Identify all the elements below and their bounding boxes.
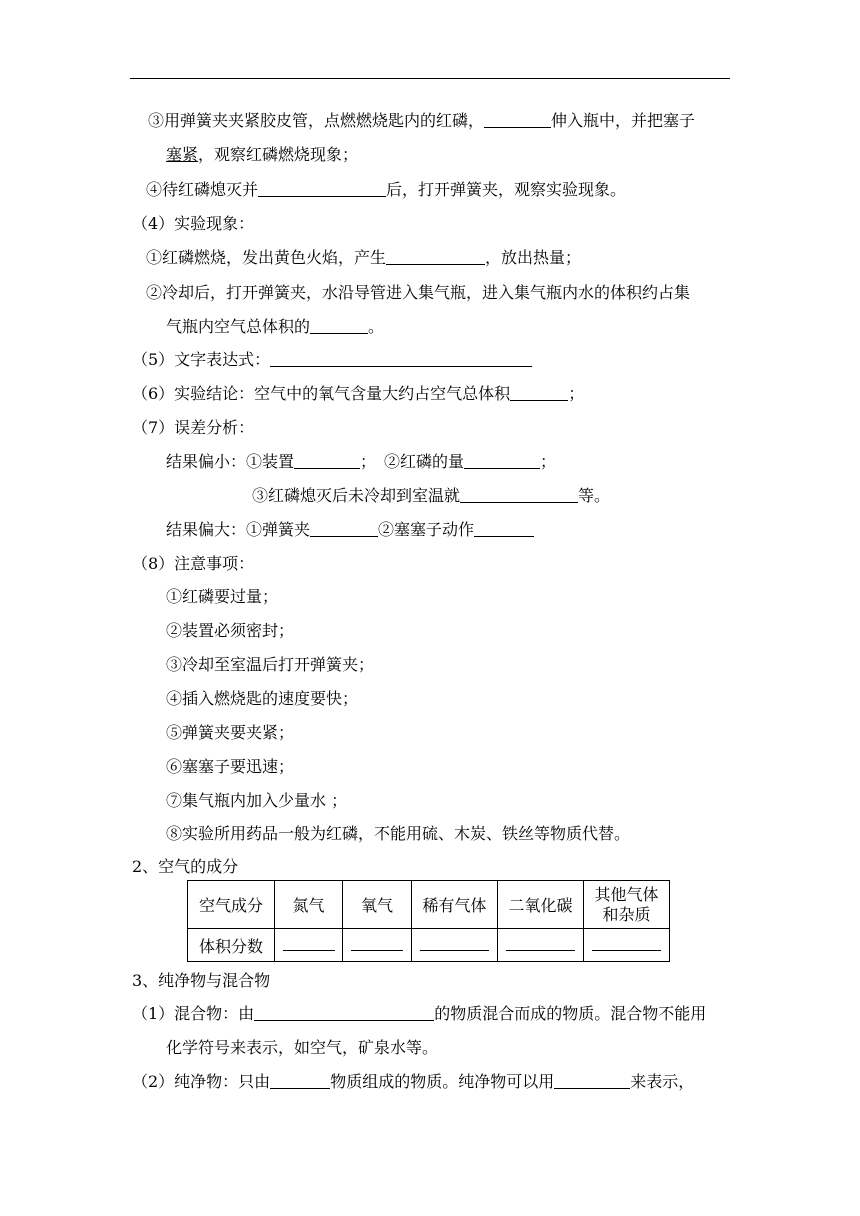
error-small2-a: ③红磷熄灭后未冷却到室温就 [252, 486, 461, 505]
error-small-b: ； ②红磷的量 [360, 452, 465, 471]
step4-text-b: 后，打开弹簧夹，观察实验现象。 [386, 180, 627, 199]
pure-a: （2）纯净物：只由 [132, 1072, 271, 1091]
step3-text-sealed: 塞紧 [166, 145, 199, 164]
heading-phenomena: （4）实验现象： [132, 214, 255, 233]
conclusion-text: （6）实验结论：空气中的氧气含量大约占空气总体积 [132, 384, 511, 403]
blank-insert-spoon[interactable] [484, 111, 551, 128]
phenomenon-2-b: 气瓶内空气总体积的 [166, 317, 311, 336]
heading-notes: （8）注意事项： [132, 554, 255, 573]
blank-stopper-action[interactable] [474, 520, 534, 537]
step4-text-a: ④待红磷熄灭并 [146, 180, 259, 199]
header-cell: 稀有气体 [412, 881, 498, 929]
conclusion-end: ； [568, 384, 585, 403]
header-cell: 二氧化碳 [498, 881, 584, 929]
blank-oxygen-fraction[interactable] [510, 384, 568, 401]
note-item: ①红磷要过量； [166, 587, 279, 606]
error-small-a: 结果偏小：①装置 [166, 452, 295, 471]
table-data-row [188, 929, 670, 962]
phenomenon-2: ②冷却后，打开弹簧夹，水沿导管进入集气瓶，进入集气瓶内水的体积约占集 [146, 283, 691, 302]
air-composition-table [187, 880, 670, 962]
header-cell: 空气成分 [188, 881, 275, 929]
row-label: 体积分数 [188, 929, 275, 962]
blank-not-cooled-action[interactable] [460, 486, 578, 503]
blank-noble-gas[interactable] [420, 936, 489, 951]
note-item: ⑥塞塞子要迅速； [166, 757, 295, 776]
pure-c: 来表示， [630, 1072, 695, 1091]
word-equation-label: （5）文字表达式： [132, 350, 271, 369]
header-cell [584, 881, 670, 929]
mixture-line [132, 1004, 706, 1024]
heading-word-equation [132, 350, 532, 370]
phenomenon-1-b: ，放出热量； [485, 248, 582, 267]
mixture-b: 的物质混合而成的物质。混合物不能用 [434, 1004, 707, 1023]
blank-co2[interactable] [506, 936, 575, 951]
header-rule [130, 78, 730, 79]
table-cell [275, 929, 343, 962]
phenomenon-2-c: 。 [368, 317, 385, 336]
error-big-b: ②塞塞子动作 [378, 520, 475, 539]
blank-volume-fraction[interactable] [310, 317, 368, 334]
phenomenon-2-cont [166, 317, 384, 337]
blank-other-gases[interactable] [592, 936, 661, 951]
section-pure-mixture-title: 3、纯净物与混合物 [132, 971, 271, 990]
header-other-line2: 和杂质 [602, 904, 651, 924]
note-item: ④插入燃烧匙的速度要快； [166, 689, 359, 708]
error-small-c: ； [540, 452, 557, 471]
note-item: ⑧实验所用药品一般为红磷，不能用硫、木炭、铁丝等物质代替。 [166, 824, 631, 843]
table-cell [412, 929, 498, 962]
section-air-composition-title: 2、空气的成分 [132, 857, 239, 876]
blank-nitrogen[interactable] [283, 936, 335, 951]
blank-word-equation[interactable] [270, 350, 532, 367]
error-small-line2 [252, 486, 610, 506]
header-cell: 氧气 [343, 881, 412, 929]
blank-wait-condition[interactable] [258, 180, 386, 197]
step3-text-b: 伸入瓶中，并把塞子 [551, 111, 696, 130]
step4-line [146, 180, 626, 200]
pure-line [132, 1072, 694, 1092]
note-item: ⑤弹簧夹要夹紧； [166, 723, 295, 742]
phenomenon-1-a: ①红磷燃烧，发出黄色火焰，产生 [146, 248, 387, 267]
step3-line2 [166, 145, 358, 165]
heading-conclusion [132, 384, 584, 404]
error-big-line [166, 520, 534, 540]
error-big-a: 结果偏大：①弹簧夹 [166, 520, 311, 539]
blank-phosphorus-amount[interactable] [464, 452, 540, 469]
note-item: ③冷却至室温后打开弹簧夹； [166, 655, 375, 674]
error-small-line1 [166, 452, 556, 472]
blank-mixture-components[interactable] [254, 1004, 434, 1021]
table-cell [343, 929, 412, 962]
mixture-line2: 化学符号来表示，如空气，矿泉水等。 [166, 1038, 439, 1057]
note-item: ⑦集气瓶内加入少量水 ； [166, 791, 348, 810]
header-cell: 氮气 [275, 881, 343, 929]
blank-pure-count[interactable] [270, 1072, 330, 1089]
header-other-line1: 其他气体 [594, 884, 659, 904]
heading-error-analysis: （7）误差分析： [132, 418, 255, 437]
phenomenon-1 [146, 248, 581, 268]
blank-clip[interactable] [310, 520, 378, 537]
blank-oxygen[interactable] [351, 936, 403, 951]
error-small2-b: 等。 [578, 486, 611, 505]
blank-pure-representation[interactable] [554, 1072, 630, 1089]
blank-device[interactable] [294, 452, 360, 469]
pure-b: 物质组成的物质。纯净物可以用 [330, 1072, 555, 1091]
step3-text-c: ，观察红磷燃烧现象； [198, 145, 359, 164]
note-item: ②装置必须密封； [166, 621, 295, 640]
mixture-a: （1）混合物：由 [132, 1004, 255, 1023]
step3-text-a: ③用弹簧夹夹紧胶皮管，点燃燃烧匙内的红磷， [148, 111, 485, 130]
table-header-row [188, 881, 670, 929]
table-cell [498, 929, 584, 962]
table-cell [584, 929, 670, 962]
step3-line [148, 111, 695, 131]
blank-product[interactable] [386, 248, 485, 265]
